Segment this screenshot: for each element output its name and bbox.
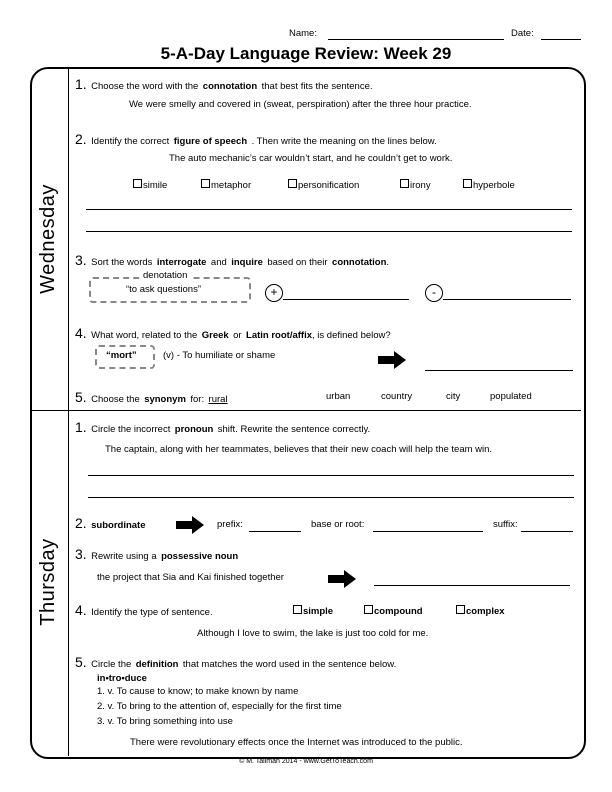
thu-q5-prompt: 5. Circle the definition that matches the word used in the sentence below.	[75, 654, 397, 670]
right-arrow-icon	[378, 351, 406, 369]
base-label: base or root:	[311, 519, 365, 530]
thu-q1-answer-line-2[interactable]	[88, 497, 574, 498]
thursday-label: Thursday	[37, 538, 59, 626]
denotation-label: denotation	[140, 270, 190, 281]
wed-q1-sentence[interactable]: We were smelly and covered in (sweat, perspiration) after the three hour practice.	[129, 99, 472, 110]
right-arrow-icon	[176, 516, 204, 534]
synonym-option-city[interactable]: city	[446, 391, 461, 402]
date-label: Date:	[511, 28, 534, 39]
positive-answer-line[interactable]	[283, 299, 409, 300]
base-answer-line[interactable]	[373, 531, 483, 532]
wednesday-label: Wednesday	[37, 184, 59, 294]
denotation-text: “to ask questions”	[126, 284, 201, 295]
suffix-label: suffix:	[493, 519, 518, 530]
negative-icon: -	[425, 284, 443, 302]
wed-q5-prompt: 5. Choose the synonym for: rural	[75, 389, 228, 405]
suffix-answer-line[interactable]	[521, 531, 573, 532]
wed-q2-sentence: The auto mechanic’s car wouldn’t start, and he couldn’t get to work.	[169, 153, 453, 164]
column-divider	[68, 68, 69, 756]
thu-q2-prompt: 2. subordinate	[75, 515, 146, 531]
negative-answer-line[interactable]	[443, 299, 571, 300]
thu-q4-prompt: 4. Identify the type of sentence.	[75, 602, 213, 618]
wed-q3-prompt: 3. Sort the words interrogate and inquire based on their connotation.	[75, 252, 390, 268]
positive-icon: +	[265, 284, 283, 302]
thu-q3-prompt: 3. Rewrite using a possessive noun	[75, 546, 239, 562]
option-metaphor[interactable]: metaphor	[201, 179, 251, 191]
name-label: Name:	[289, 28, 317, 39]
day-divider	[31, 410, 581, 411]
name-line[interactable]	[328, 39, 504, 40]
option-personification[interactable]: personification	[288, 179, 359, 191]
root-text: “mort”	[106, 350, 137, 361]
thu-q3-phrase: the project that Sia and Kai finished together	[97, 572, 284, 583]
date-line[interactable]	[541, 39, 581, 40]
wed-q2-answer-line-1[interactable]	[86, 209, 572, 210]
wed-q4-answer-line[interactable]	[425, 370, 573, 371]
synonym-option-country[interactable]: country	[381, 391, 413, 402]
page-title: 5-A-Day Language Review: Week 29	[160, 44, 452, 63]
footer-copyright: © M. Tallman 2014 - www.GetToTeach.com	[239, 758, 373, 765]
option-simple[interactable]: simple	[293, 605, 333, 617]
wed-q4-prompt: 4. What word, related to the Greek or Latin root/affix, is defined below?	[75, 325, 391, 341]
option-hyperbole[interactable]: hyperbole	[463, 179, 515, 191]
option-compound[interactable]: compound	[364, 605, 423, 617]
definition-option-2[interactable]: 2. v. To bring to the attention of, especially for the first time	[97, 701, 342, 712]
thu-q1-answer-line-1[interactable]	[88, 475, 574, 476]
right-arrow-icon	[328, 570, 356, 588]
prefix-answer-line[interactable]	[249, 531, 301, 532]
option-complex[interactable]: complex	[456, 605, 505, 617]
synonym-option-urban[interactable]: urban	[326, 391, 351, 402]
synonym-option-populated[interactable]: populated	[490, 391, 532, 402]
thu-q5-sentence: There were revolutionary effects once the Internet was introduced to the public.	[130, 737, 463, 748]
option-simile[interactable]: simile	[133, 179, 167, 191]
thu-q3-answer-line[interactable]	[374, 585, 570, 586]
definition-option-1[interactable]: 1. v. To cause to know; to make known by name	[97, 686, 299, 697]
prefix-label: prefix:	[217, 519, 243, 530]
root-definition: (v) - To humiliate or shame	[163, 350, 276, 361]
thu-q1-prompt: 1. Circle the incorrect pronoun shift. Rewrite the sentence correctly.	[75, 419, 371, 435]
option-irony[interactable]: irony	[400, 179, 431, 191]
wed-q2-prompt: 2. Identify the correct figure of speech . Then write the meaning on the lines below.	[75, 131, 437, 147]
definition-option-3[interactable]: 3. v. To bring something into use	[97, 716, 233, 727]
wed-q2-answer-line-2[interactable]	[86, 231, 572, 232]
wed-q1-prompt: 1. Choose the word with the connotation that best fits the sentence.	[75, 76, 373, 92]
dictionary-entry: in•tro•duce	[97, 673, 147, 684]
thu-q1-sentence[interactable]: The captain, along with her teammates, believes that their new coach will help the team win.	[105, 444, 493, 455]
thu-q4-sentence: Although I love to swim, the lake is just too cold for me.	[197, 628, 429, 639]
